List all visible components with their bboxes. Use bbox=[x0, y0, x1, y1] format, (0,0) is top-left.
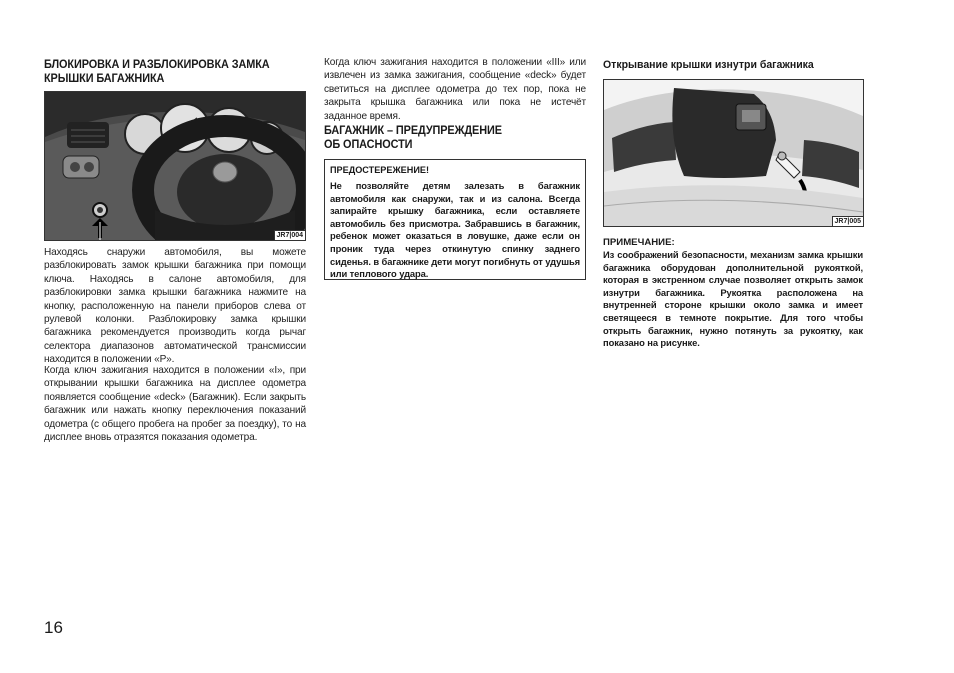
dashboard-illustration bbox=[45, 92, 305, 240]
photo-tag: JR7|005 bbox=[832, 216, 863, 226]
note-title: ПРИМЕЧАНИЕ: bbox=[603, 237, 675, 248]
warning-title: ПРЕДОСТЕРЕЖЕНИЕ! bbox=[330, 165, 430, 176]
trunk-lid-illustration bbox=[604, 80, 863, 226]
photo-tag: JR7|004 bbox=[274, 230, 305, 240]
paragraph-deck-message: Когда ключ зажигания находится в положении «III» или извлечен из замка зажигания, сообщение «deck» будет светиться на дисплее одометра до тех пор, пока не закрыта крышка багажника или пока не истечёт заданное время. bbox=[324, 57, 586, 122]
page-number: 16 bbox=[44, 618, 63, 637]
dashboard-photo bbox=[44, 91, 306, 241]
heading-open-from-inside: Открывание крышки изнутри багажника bbox=[603, 59, 814, 71]
paragraph-unlock-1: Находясь снаружи автомобиля, вы можете разблокировать замок крышки багажника при помощи ключа. Находясь в салоне автомобиля, для разблокировки замка крышки багажника нажмите на кнопку, расположенную на панели приборов слева от рулевой колонки. Разблокировку замка крышки багажника рекомендуется производить когда рычаг селектора диапазонов автоматической трансмиссии находится в положении «P». bbox=[44, 247, 306, 366]
warning-box bbox=[324, 159, 586, 280]
note-text: Из соображений безопасности, механизм замка крышки багажника оборудован дополнительной рукояткой, которая в экстренном случае позволяет открыть замок изнутри багажника. Рукоятка расположена на внутренней стороне крышки около замка и имеет светящееся в темноте покрытие. Для того чтобы открыть багажник, нужно потянуть за рукоятку, как показано на рисунке. bbox=[603, 249, 863, 349]
heading-trunk-lock: БЛОКИРОВКА И РАЗБЛОКИРОВКА ЗАМКА КРЫШКИ БАГАЖНИКА bbox=[44, 58, 270, 85]
heading-trunk-warning: БАГАЖНИК – ПРЕДУПРЕЖДЕНИЕ ОБ ОПАСНОСТИ bbox=[324, 124, 502, 151]
warning-text: Не позволяйте детям залезать в багажник автомобиля как снаружи, так и из салона. Всегда запирайте крышку багажника, если оставляете автомобиль без присмотра. Забравшись в багажник, ребенок может оказаться в ловушке, даже если он проник туда через откинутую спинку заднего сиденья. в багажнике дети могут погибнуть от удушья или теплового удара. bbox=[330, 180, 580, 280]
trunk-lid-photo bbox=[603, 79, 864, 227]
paragraph-unlock-2: Когда ключ зажигания находится в положении «I», при открывании крышки багажника на дисплее одометра появляется сообщение «deck» (Багажник). Если закрыть багажник или нажать кнопку переключения показаний одометра (с общего пробега на пробег за поездку), то на дисплее вновь отразятся показания одометра. bbox=[44, 365, 306, 444]
